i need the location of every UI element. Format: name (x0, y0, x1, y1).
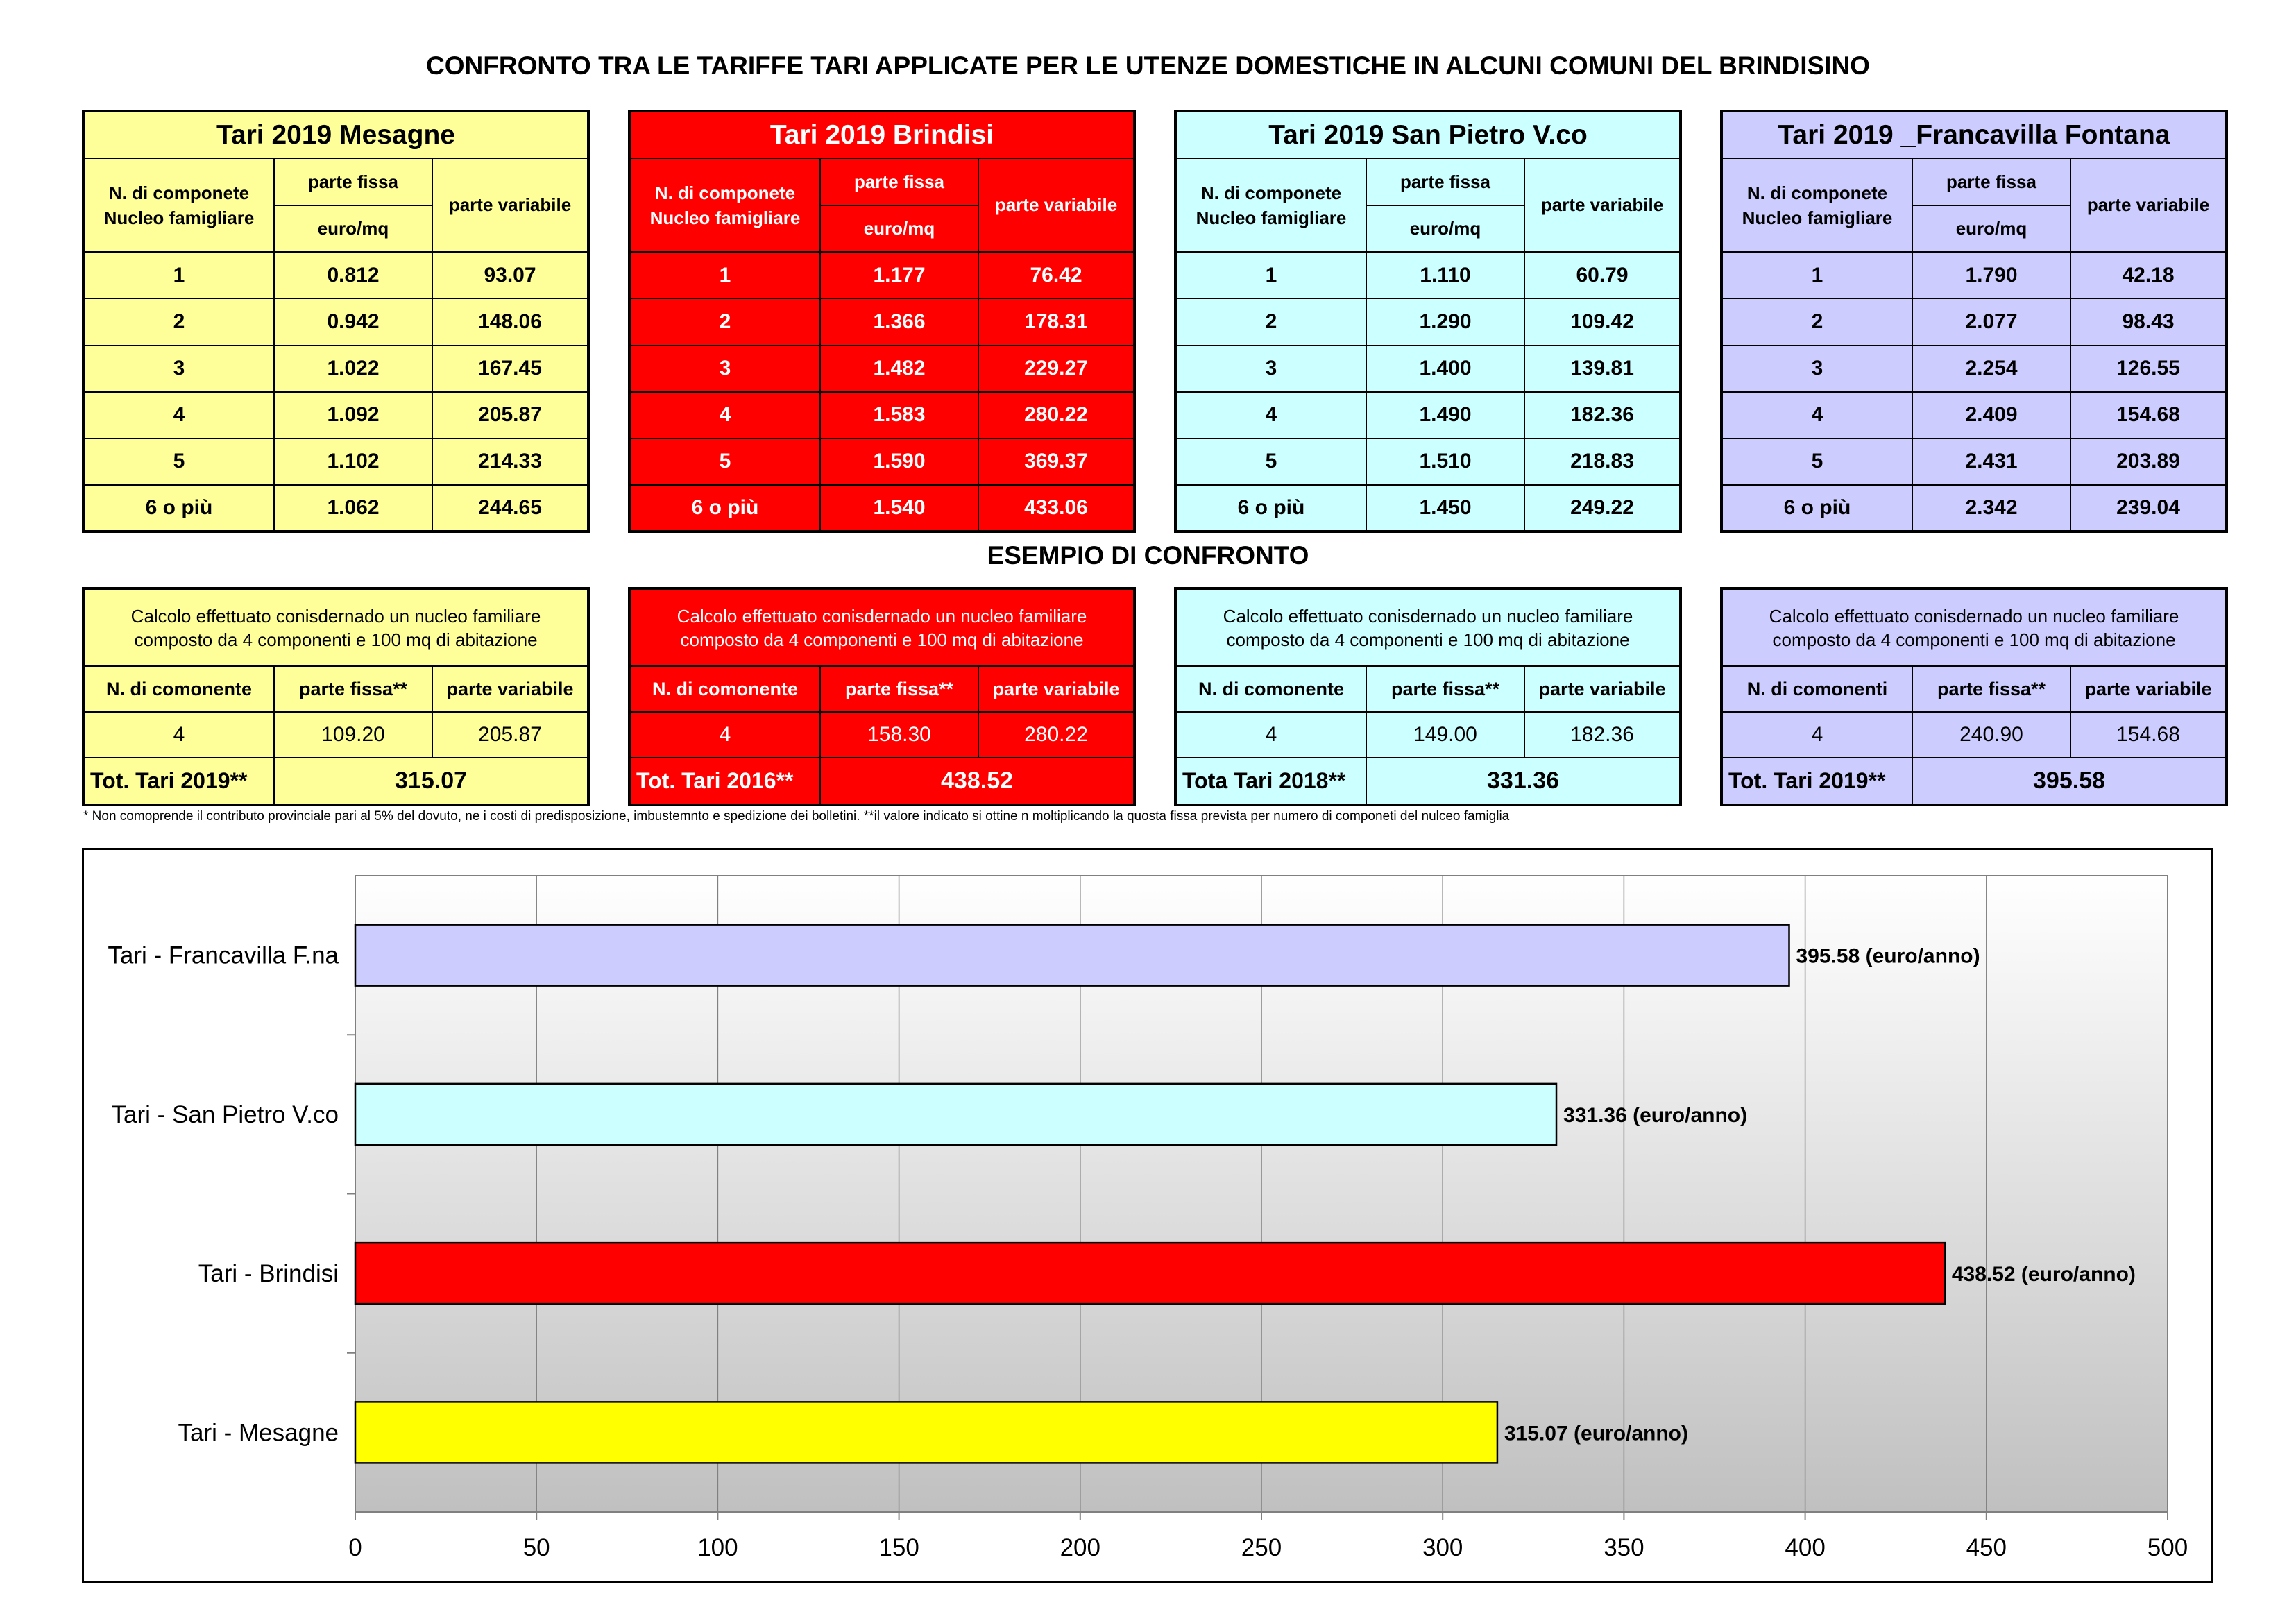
variable-cell: 126.55 (2070, 346, 2227, 392)
col-variable-header: parte variabile (432, 158, 588, 252)
variable-cell: 229.27 (978, 346, 1134, 392)
col-variable-header: parte variabile (978, 158, 1134, 252)
example-fixed-value: 158.30 (820, 712, 978, 758)
components-cell: 6 o più (1175, 485, 1366, 532)
x-tick-label: 300 (1422, 1534, 1463, 1561)
col-fixed-header: parte fissa (274, 158, 432, 205)
example-components-header: N. di comonenti (1721, 666, 1912, 712)
fixed-cell: 1.177 (820, 252, 978, 298)
x-tick-label: 100 (697, 1534, 738, 1561)
variable-cell: 154.68 (2070, 392, 2227, 439)
table-row (629, 439, 1134, 485)
page-title: CONFRONTO TRA LE TARIFFE TARI APPLICATE PER LE UTENZE DOMESTICHE IN ALCUNI COMUNI DEL BRINDISINO (426, 51, 1870, 80)
fixed-cell: 1.583 (820, 392, 978, 439)
variable-cell: 218.83 (1524, 439, 1681, 485)
variable-cell: 205.87 (432, 392, 588, 439)
fixed-cell: 2.254 (1912, 346, 2070, 392)
fixed-cell: 1.366 (820, 298, 978, 345)
tariff-title: Tari 2019 San Pietro V.co (1175, 111, 1681, 158)
example-components-header: N. di comonente (1175, 666, 1366, 712)
x-tick-label: 350 (1604, 1534, 1644, 1561)
example-components-header: N. di comonente (629, 666, 820, 712)
components-cell: 4 (629, 392, 820, 439)
variable-cell: 76.42 (978, 252, 1134, 298)
fixed-cell: 2.077 (1912, 298, 2070, 345)
bar (355, 1402, 1497, 1463)
x-tick-label: 250 (1241, 1534, 1282, 1561)
fixed-cell: 1.092 (274, 392, 432, 439)
example-components-value: 4 (83, 712, 274, 758)
tariff-table-francavilla (1720, 110, 2228, 533)
components-cell: 6 o più (83, 485, 274, 532)
fixed-cell: 1.790 (1912, 252, 2070, 298)
bar-chart (84, 850, 2211, 1581)
fixed-cell: 1.510 (1366, 439, 1524, 485)
components-cell: 4 (83, 392, 274, 439)
example-note: Calcolo effettuato conisdernado un nucleo familiare composto da 4 componenti e 100 mq di abitazione (83, 588, 588, 666)
components-cell: 4 (1175, 392, 1366, 439)
example-note: Calcolo effettuato conisdernado un nucleo familiare composto da 4 componenti e 100 mq di abitazione (1721, 588, 2227, 666)
tariff-table-san-pietro (1174, 110, 1682, 533)
fixed-cell: 1.482 (820, 346, 978, 392)
col-fixed-unit: euro/mq (1912, 205, 2070, 252)
x-tick-label: 0 (348, 1534, 362, 1561)
example-note: Calcolo effettuato conisdernado un nucleo familiare composto da 4 componenti e 100 mq di abitazione (629, 588, 1134, 666)
example-variable-header: parte variabile (1524, 666, 1681, 712)
col-components-header: N. di componete Nucleo famigliare (83, 158, 274, 252)
example-components-header: N. di comonente (83, 666, 274, 712)
variable-cell: 249.22 (1524, 485, 1681, 532)
tariff-table-mesagne (82, 110, 590, 533)
table-row (83, 252, 588, 298)
fixed-cell: 0.812 (274, 252, 432, 298)
example-note: Calcolo effettuato conisdernado un nucleo familiare composto da 4 componenti e 100 mq di abitazione (1175, 588, 1681, 666)
example-total-label: Tot. Tari 2016** (629, 758, 820, 805)
category-label: Tari - San Pietro V.co (111, 1101, 339, 1128)
variable-cell: 433.06 (978, 485, 1134, 532)
table-row (1175, 485, 1681, 532)
category-label: Tari - Brindisi (198, 1260, 339, 1288)
x-tick-label: 50 (522, 1534, 550, 1561)
variable-cell: 139.81 (1524, 346, 1681, 392)
col-variable-header: parte variabile (1524, 158, 1681, 252)
table-row (1175, 439, 1681, 485)
example-total-label: Tot. Tari 2019** (83, 758, 274, 805)
col-fixed-unit: euro/mq (274, 205, 432, 252)
components-cell: 1 (83, 252, 274, 298)
variable-cell: 60.79 (1524, 252, 1681, 298)
variable-cell: 214.33 (432, 439, 588, 485)
variable-cell: 244.65 (432, 485, 588, 532)
table-row (1721, 252, 2227, 298)
fixed-cell: 1.450 (1366, 485, 1524, 532)
example-fixed-value: 240.90 (1912, 712, 2070, 758)
components-cell: 6 o più (629, 485, 820, 532)
col-fixed-header: parte fissa (820, 158, 978, 205)
col-fixed-header: parte fissa (1912, 158, 2070, 205)
bar (355, 925, 1789, 986)
example-total-value: 395.58 (1912, 758, 2227, 805)
variable-cell: 167.45 (432, 346, 588, 392)
bar (355, 1084, 1556, 1145)
footnote: * Non comoprende il contributo provinciale pari al 5% del dovuto, ne i costi di predisposizione, imbustemnto e spedizione dei bolletini. **il valore indicato si ottine n moltiplicando la quosta fissa prevista per numero di componeti del nulceo famiglia (83, 809, 1510, 824)
fixed-cell: 1.110 (1366, 252, 1524, 298)
example-fixed-header: parte fissa** (820, 666, 978, 712)
table-row (1721, 346, 2227, 392)
example-fixed-value: 109.20 (274, 712, 432, 758)
components-cell: 2 (1721, 298, 1912, 345)
variable-cell: 178.31 (978, 298, 1134, 345)
components-cell: 3 (83, 346, 274, 392)
x-tick-label: 200 (1060, 1534, 1101, 1561)
components-cell: 1 (1175, 252, 1366, 298)
example-variable-header: parte variabile (432, 666, 588, 712)
components-cell: 3 (1721, 346, 1912, 392)
fixed-cell: 1.102 (274, 439, 432, 485)
data-label: 331.36 (euro/anno) (1563, 1103, 1748, 1127)
components-cell: 2 (83, 298, 274, 345)
table-row (629, 298, 1134, 345)
components-cell: 1 (629, 252, 820, 298)
col-fixed-unit: euro/mq (820, 205, 978, 252)
category-label: Tari - Mesagne (178, 1419, 339, 1447)
example-variable-value: 280.22 (978, 712, 1134, 758)
table-row (629, 346, 1134, 392)
components-cell: 5 (83, 439, 274, 485)
tariff-table-brindisi (628, 110, 1136, 533)
example-total-value: 331.36 (1366, 758, 1681, 805)
col-fixed-header: parte fissa (1366, 158, 1524, 205)
variable-cell: 182.36 (1524, 392, 1681, 439)
components-cell: 5 (629, 439, 820, 485)
table-row (83, 392, 588, 439)
x-tick-label: 400 (1785, 1534, 1826, 1561)
example-table-brindisi (628, 587, 1136, 806)
x-tick-label: 450 (1966, 1534, 2007, 1561)
fixed-cell: 1.490 (1366, 392, 1524, 439)
table-row (1175, 298, 1681, 345)
example-variable-header: parte variabile (2070, 666, 2227, 712)
components-cell: 2 (629, 298, 820, 345)
data-label: 315.07 (euro/anno) (1504, 1422, 1689, 1445)
x-tick-label: 500 (2147, 1534, 2188, 1561)
example-fixed-header: parte fissa** (274, 666, 432, 712)
col-components-header: N. di componete Nucleo famigliare (1721, 158, 1912, 252)
components-cell: 3 (629, 346, 820, 392)
fixed-cell: 1.540 (820, 485, 978, 532)
fixed-cell: 1.022 (274, 346, 432, 392)
col-components-header: N. di componete Nucleo famigliare (1175, 158, 1366, 252)
variable-cell: 42.18 (2070, 252, 2227, 298)
example-components-value: 4 (629, 712, 820, 758)
fixed-cell: 1.062 (274, 485, 432, 532)
variable-cell: 239.04 (2070, 485, 2227, 532)
col-fixed-unit: euro/mq (1366, 205, 1524, 252)
table-row (1175, 392, 1681, 439)
example-components-value: 4 (1175, 712, 1366, 758)
components-cell: 1 (1721, 252, 1912, 298)
example-fixed-header: parte fissa** (1912, 666, 2070, 712)
fixed-cell: 2.409 (1912, 392, 2070, 439)
fixed-cell: 1.290 (1366, 298, 1524, 345)
fixed-cell: 2.431 (1912, 439, 2070, 485)
example-section-title: ESEMPIO DI CONFRONTO (987, 541, 1309, 570)
tariff-title: Tari 2019 Brindisi (629, 111, 1134, 158)
col-variable-header: parte variabile (2070, 158, 2227, 252)
example-fixed-value: 149.00 (1366, 712, 1524, 758)
variable-cell: 280.22 (978, 392, 1134, 439)
example-total-value: 315.07 (274, 758, 588, 805)
fixed-cell: 1.400 (1366, 346, 1524, 392)
components-cell: 2 (1175, 298, 1366, 345)
table-row (1175, 346, 1681, 392)
table-row (1721, 485, 2227, 532)
category-label: Tari - Francavilla F.na (108, 942, 339, 969)
example-total-label: Tot. Tari 2019** (1721, 758, 1912, 805)
table-row (83, 346, 588, 392)
example-variable-header: parte variabile (978, 666, 1134, 712)
variable-cell: 369.37 (978, 439, 1134, 485)
example-table-mesagne (82, 587, 590, 806)
example-variable-value: 205.87 (432, 712, 588, 758)
tariff-title: Tari 2019 Mesagne (83, 111, 588, 158)
tariff-title: Tari 2019 _Francavilla Fontana (1721, 111, 2227, 158)
example-fixed-header: parte fissa** (1366, 666, 1524, 712)
table-row (1721, 298, 2227, 345)
fixed-cell: 0.942 (274, 298, 432, 345)
variable-cell: 98.43 (2070, 298, 2227, 345)
data-label: 438.52 (euro/anno) (1951, 1263, 2136, 1286)
components-cell: 5 (1721, 439, 1912, 485)
example-table-san-pietro (1174, 587, 1682, 806)
col-components-header: N. di componete Nucleo famigliare (629, 158, 820, 252)
fixed-cell: 1.590 (820, 439, 978, 485)
table-row (629, 252, 1134, 298)
table-row (83, 298, 588, 345)
table-row (83, 439, 588, 485)
fixed-cell: 2.342 (1912, 485, 2070, 532)
example-total-label: Tota Tari 2018** (1175, 758, 1366, 805)
table-row (1175, 252, 1681, 298)
data-label: 395.58 (euro/anno) (1796, 944, 1980, 968)
x-tick-label: 150 (878, 1534, 919, 1561)
bar-chart-frame (82, 848, 2213, 1583)
example-variable-value: 182.36 (1524, 712, 1681, 758)
example-table-francavilla (1720, 587, 2228, 806)
example-components-value: 4 (1721, 712, 1912, 758)
variable-cell: 203.89 (2070, 439, 2227, 485)
example-total-value: 438.52 (820, 758, 1134, 805)
components-cell: 6 o più (1721, 485, 1912, 532)
table-row (629, 392, 1134, 439)
table-row (629, 485, 1134, 532)
table-row (1721, 439, 2227, 485)
components-cell: 5 (1175, 439, 1366, 485)
variable-cell: 93.07 (432, 252, 588, 298)
bar (355, 1243, 1945, 1304)
table-row (83, 485, 588, 532)
variable-cell: 148.06 (432, 298, 588, 345)
variable-cell: 109.42 (1524, 298, 1681, 345)
components-cell: 4 (1721, 392, 1912, 439)
example-variable-value: 154.68 (2070, 712, 2227, 758)
table-row (1721, 392, 2227, 439)
components-cell: 3 (1175, 346, 1366, 392)
